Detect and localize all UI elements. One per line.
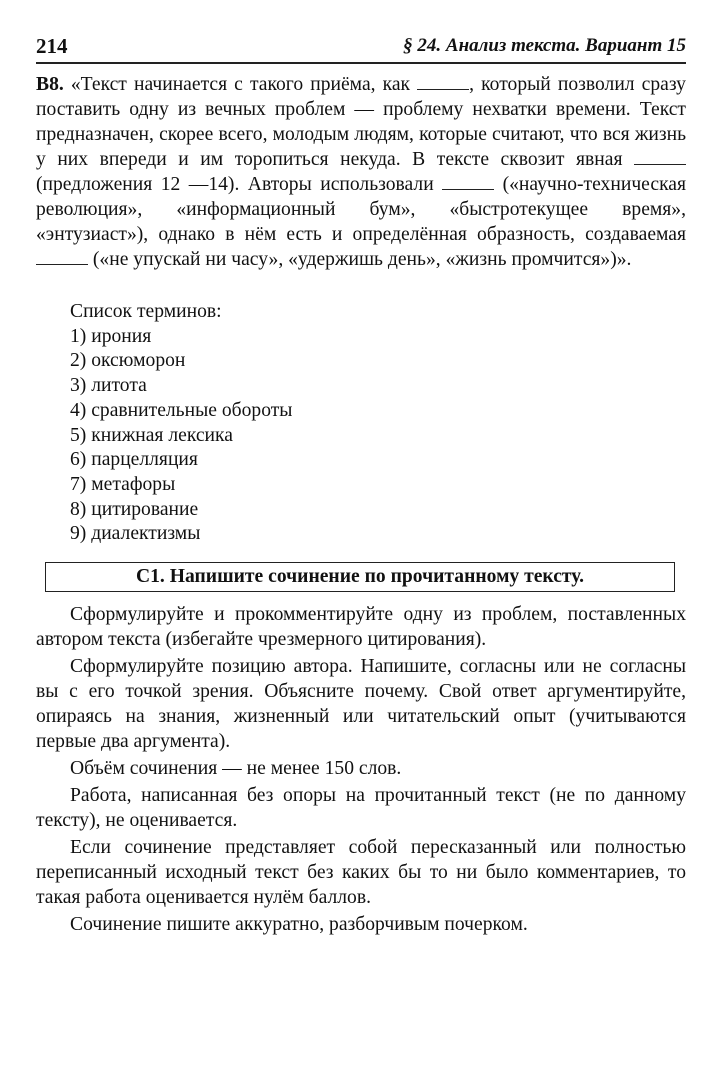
answer-blank-1 [417, 73, 469, 90]
answer-blank-3 [442, 173, 494, 190]
term-item: 5) книжная лексика [70, 424, 233, 446]
term-item: 2) оксюморон [70, 350, 186, 372]
term-item: 9) диалектизмы [70, 523, 201, 545]
term-item: 6) парцелляция [70, 449, 198, 471]
task-b8-label: В8. [36, 74, 64, 95]
task-b8-text-1: «Текст начинается с такого приёма, как [70, 74, 411, 95]
terms-list [70, 300, 292, 547]
instruction-paragraph: Сочинение пишите аккуратно, разборчивым почерком. [70, 914, 528, 935]
instruction-paragraph: Объём сочинения — не менее 150 слов. [70, 758, 402, 779]
term-item: 8) цитирование [70, 498, 199, 520]
task-b8-text-3: (предложения 12 —14). Авторы использовали [36, 174, 434, 195]
terms-list-title: Список терминов: [70, 301, 222, 322]
running-head: § 24. Анализ текста. Вариант 15 [403, 35, 686, 56]
instruction-paragraph: Сформулируйте и прокомментируйте одну из проблем, поставленных автором текста (избегайте чрезмерного цитирования). [36, 604, 686, 650]
page-number: 214 [36, 34, 68, 58]
task-b8-text-4: («научно-техническая революция», «информационный бум», «быстротекущее время», «энтузиаст»), однако в нём есть и определённая образность, создаваемая [36, 174, 686, 245]
task-b8-text-5: («не упускай ни часу», «удержишь день», «жизнь промчится»)». [92, 249, 632, 270]
term-item: 4) сравнительные обороты [70, 399, 293, 421]
task-b8 [36, 72, 686, 272]
instruction-paragraph: Работа, написанная без опоры на прочитанный текст (не по данному тексту), не оценивается. [36, 785, 686, 831]
task-b8-text-2: , который позволил сразу поставить одну из вечных проблем — проблему нехватки времени. Текст предназначен, скорее всего, молодым людям, которые считают, что вся жизнь у них впереди и им торопиться некуда. В тексте сквозит явная [36, 74, 686, 170]
instruction-paragraph: Сформулируйте позицию автора. Напишите, согласны или не согласны вы с его точкой зрения. Объясните почему. Свой ответ аргументируйте, опираясь на знания, жизненный или читательский опыт (учитываются первые два аргумента). [36, 656, 686, 752]
page-header [36, 30, 686, 64]
term-item: 3) литота [70, 375, 147, 397]
task-c1-heading [45, 562, 675, 592]
answer-blank-2 [634, 148, 686, 165]
answer-blank-4 [36, 248, 88, 265]
term-item: 1) ирония [70, 325, 152, 347]
task-c1-title: С1. Напишите сочинение по прочитанному тексту. [135, 566, 585, 587]
essay-instructions [36, 602, 686, 939]
instruction-paragraph: Если сочинение представляет собой пересказанный или полностью переписанный исходный текст без каких бы то ни было комментариев, то такая работа оценивается нулём баллов. [36, 837, 686, 908]
term-item: 7) метафоры [70, 473, 176, 495]
